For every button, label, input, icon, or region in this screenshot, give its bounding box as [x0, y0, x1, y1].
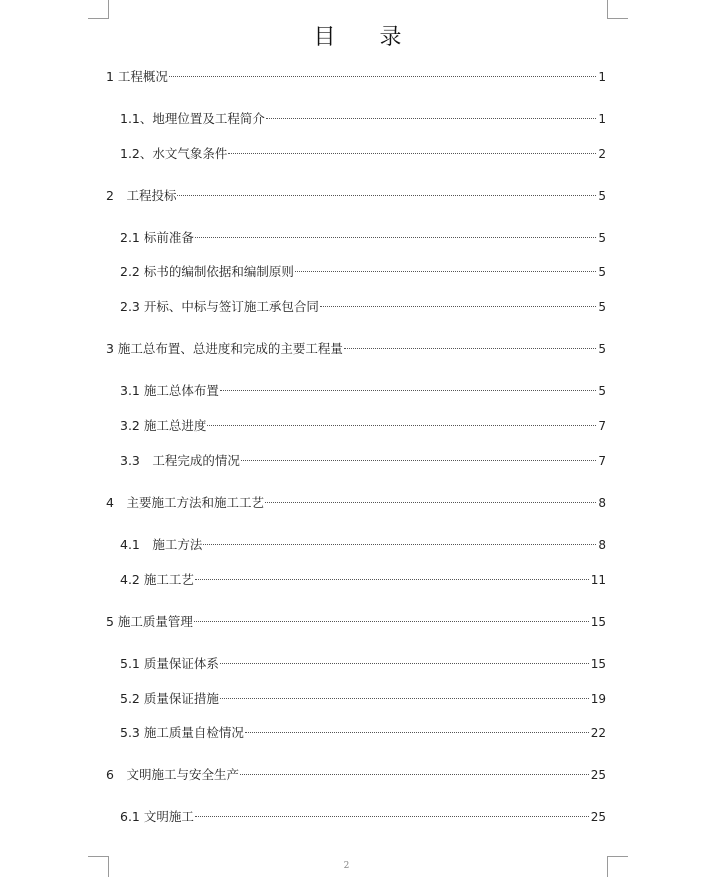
toc-entry-page: 5: [598, 189, 606, 203]
toc-dot-leader: [194, 621, 589, 622]
toc-entry[interactable]: [120, 689, 606, 709]
toc-entry-label: 2.2 标书的编制依据和编制原则: [120, 264, 294, 279]
toc-entry[interactable]: [120, 381, 606, 401]
toc-entry-label: 4.1 施工方法: [120, 537, 203, 552]
toc-dot-leader: [220, 663, 589, 664]
toc-entry[interactable]: [120, 416, 606, 436]
toc-entry-page: 5: [598, 265, 606, 279]
toc-dot-leader: [195, 579, 589, 580]
toc-dot-leader: [241, 460, 596, 461]
toc-entry-label: 4.2 施工工艺: [120, 572, 194, 587]
toc-entry-page: 2: [598, 147, 606, 161]
toc-entry-page: 5: [598, 384, 606, 398]
toc-entry[interactable]: [106, 339, 606, 359]
toc-dot-leader: [295, 271, 597, 272]
toc-dot-leader: [169, 76, 596, 77]
toc-dot-leader: [177, 195, 596, 196]
toc-entry[interactable]: [120, 109, 606, 129]
toc-entry-page: 25: [590, 768, 606, 782]
toc-entry-page: 11: [590, 573, 606, 587]
toc-entry[interactable]: [120, 297, 606, 317]
toc-entry-page: 15: [590, 657, 606, 671]
toc-dot-leader: [265, 502, 596, 503]
toc-dot-leader: [320, 306, 597, 307]
toc-entry-label: 4 主要施工方法和施工工艺: [106, 495, 264, 510]
toc-entry-page: 8: [598, 496, 606, 510]
toc-entry-page: 1: [598, 70, 606, 84]
toc-entry[interactable]: [120, 535, 606, 555]
toc-dot-leader: [228, 153, 596, 154]
toc-entry[interactable]: [120, 807, 606, 827]
toc-entry-label: 3.1 施工总体布置: [120, 383, 219, 398]
toc-dot-leader: [240, 774, 589, 775]
toc-dot-leader: [220, 698, 589, 699]
toc-entry-page: 5: [598, 231, 606, 245]
toc-entry[interactable]: [120, 262, 606, 282]
footer-page-number: 2: [343, 861, 350, 871]
toc-dot-leader: [195, 816, 589, 817]
toc-entry-label: 1.1、地理位置及工程简介: [120, 111, 265, 126]
toc-dot-leader: [220, 390, 597, 391]
toc-entry-page: 15: [590, 615, 606, 629]
toc-entry-label: 1 工程概况: [106, 69, 168, 84]
toc-entry-page: 22: [590, 726, 606, 740]
toc-dot-leader: [195, 237, 597, 238]
toc-entry-page: 7: [598, 419, 606, 433]
toc-entry[interactable]: [106, 67, 606, 87]
margin-mark-top-left: [88, 0, 109, 19]
toc-entry-label: 2 工程投标: [106, 188, 177, 203]
toc-entry-label: 2.3 开标、中标与签订施工承包合同: [120, 299, 319, 314]
toc-dot-leader: [245, 732, 589, 733]
toc-entry-page: 1: [598, 112, 606, 126]
toc-dot-leader: [207, 425, 596, 426]
toc-entry[interactable]: [106, 493, 606, 513]
toc-entry-label: 5.3 施工质量自检情况: [120, 725, 244, 740]
toc-dot-leader: [344, 348, 596, 349]
toc-entry-label: 2.1 标前准备: [120, 230, 194, 245]
toc-entry-label: 5.1 质量保证体系: [120, 656, 219, 671]
toc-entry-page: 5: [598, 342, 606, 356]
toc-dot-leader: [203, 544, 596, 545]
toc-entry[interactable]: [120, 451, 606, 471]
toc-entry[interactable]: [120, 144, 606, 164]
toc-dot-leader: [266, 118, 596, 119]
toc-entry[interactable]: [120, 570, 606, 590]
toc-entry-label: 5 施工质量管理: [106, 614, 193, 629]
margin-mark-top-right: [607, 0, 628, 19]
toc-entry[interactable]: [106, 186, 606, 206]
toc-entry-page: 8: [598, 538, 606, 552]
toc-entry-label: 3.2 施工总进度: [120, 418, 207, 433]
toc-entry-page: 5: [598, 300, 606, 314]
toc-entry[interactable]: [120, 723, 606, 743]
toc-entry-page: 7: [598, 454, 606, 468]
toc-entry[interactable]: [120, 654, 606, 674]
toc-entry-label: 1.2、水文气象条件: [120, 146, 228, 161]
toc-entry[interactable]: [120, 228, 606, 248]
toc-entry-label: 3.3 工程完成的情况: [120, 453, 240, 468]
toc-title: 目 录: [313, 25, 402, 50]
toc-entry-page: 25: [590, 810, 606, 824]
toc-entry[interactable]: [106, 765, 606, 785]
toc-entry-label: 6 文明施工与安全生产: [106, 767, 239, 782]
toc-entry[interactable]: [106, 612, 606, 632]
toc-entry-page: 19: [590, 692, 606, 706]
toc-entry-label: 6.1 文明施工: [120, 809, 194, 824]
toc-entry-label: 5.2 质量保证措施: [120, 691, 219, 706]
toc-entry-label: 3 施工总布置、总进度和完成的主要工程量: [106, 341, 343, 356]
